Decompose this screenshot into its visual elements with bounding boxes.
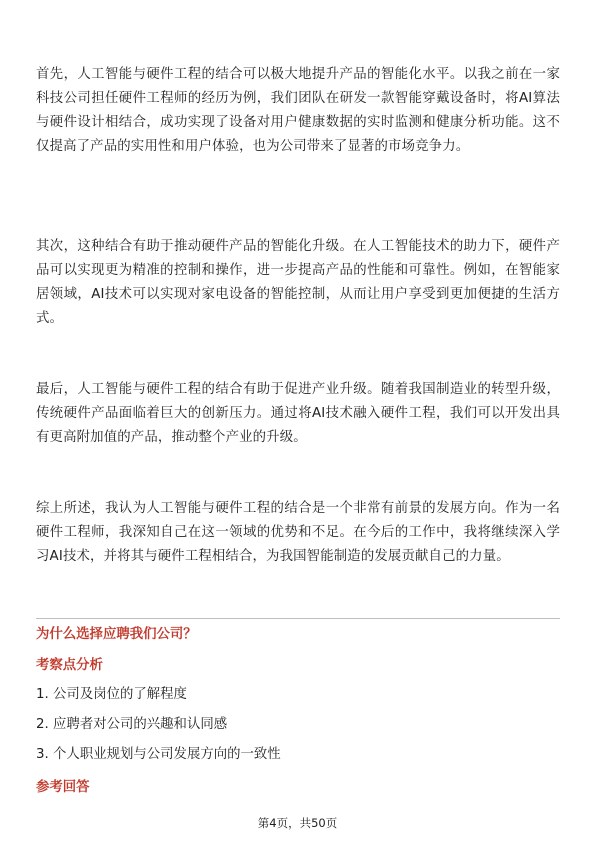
paragraph-first: 首先，人工智能与硬件工程的结合可以极大地提升产品的智能化水平。以我之前在一家科技公司担任硬件工程师的经历为例，我们团队在研发一款智能穿戴设备时，将AI算法与硬件设计相结合，成功实现了设备对用户健康数据的实时监测和健康分析功能。这不仅提高了产品的实用性和用户体验，也为公司带来了显著的市场竞争力。 (36, 67, 560, 154)
question-title: 为什么选择应聘我们公司？ (36, 627, 197, 642)
paragraph-second: 其次，这种结合有助于推动硬件产品的智能化升级。在人工智能技术的助力下，硬件产品可以实现更为精准的控制和操作，进一步提高产品的性能和可靠性。例如，在智能家居领域，AI技术可以实现对家电设备的智能控制，从而让用户享受到更加便捷的生活方式。 (36, 239, 560, 326)
reference-answer-title: 参考回答 (36, 780, 90, 795)
section-divider (36, 618, 560, 619)
analysis-title: 考察点分析 (36, 658, 103, 673)
analysis-points-list (36, 680, 281, 770)
page-number: 第4页，共50页 (257, 816, 338, 830)
list-item: 1. 公司及岗位的了解程度 (36, 687, 187, 702)
paragraph-third: 最后，人工智能与硬件工程的结合有助于促进产业升级。随着我国制造业的转型升级，传统硬件产品面临着巨大的创新压力。通过将AI技术融入硬件工程，我们可以开发出具有更高附加值的产品，推动整个产业的升级。 (36, 382, 560, 445)
list-item: 2. 应聘者对公司的兴趣和认同感 (36, 717, 228, 732)
paragraph-conclusion: 综上所述，我认为人工智能与硬件工程的结合是一个非常有前景的发展方向。作为一名硬件工程师，我深知自己在这一领域的优势和不足。在今后的工作中，我将继续深入学习AI技术，并将其与硬件工程相结合，为我国智能制造的发展贡献自己的力量。 (36, 501, 560, 564)
list-item: 3. 个人职业规划与公司发展方向的一致性 (36, 747, 281, 762)
